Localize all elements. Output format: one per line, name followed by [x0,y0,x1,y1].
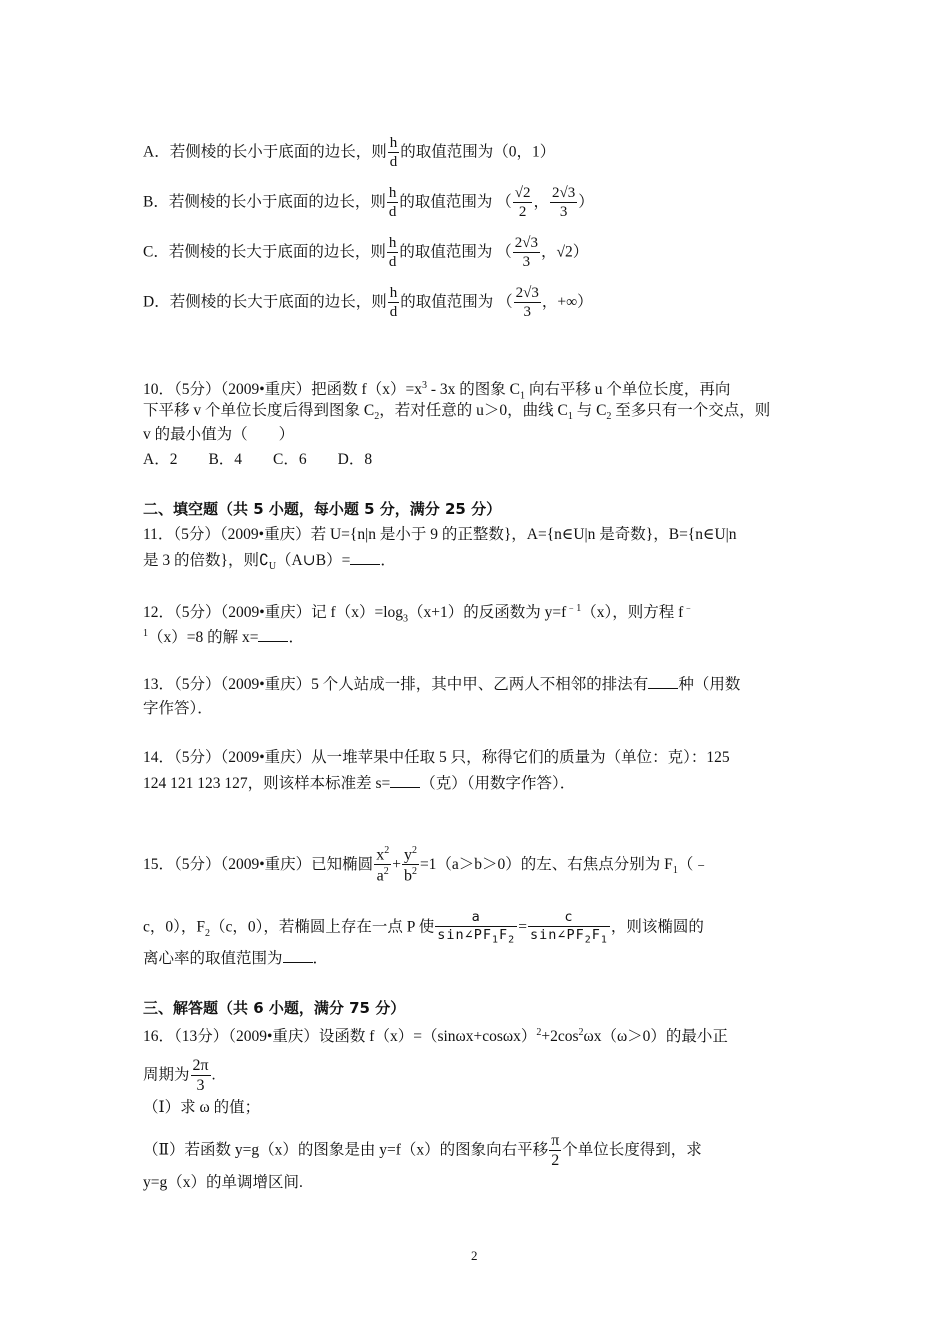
fraction-h-d: $\frac{h}{d}$ [389,285,398,320]
option-c: C．若侧棱的长大于底面的边长，则 $\frac{h}{d}$ 的取值范围为 （ $\frac{2√3}{3}$ ，√2） [143,235,589,270]
answer-blank [648,674,678,689]
answer-blank [258,627,288,642]
q15-line-3: 离心率的取值范围为 ． [143,950,329,967]
answer-blank [283,948,313,963]
answer-blank [390,773,420,788]
q15-line-2: c，0），$F_2(c$，0），若椭圆上存在一点 P 使 $\frac{a}{\sin\angle PF_1F_2}$ = $\frac{c}{\sin\angle PF_2F_1}$ ，则该椭圆的 [143,909,704,946]
fraction-2sqrt3-over-3: $\frac{2√3}{3}$ [515,285,539,320]
fraction-pi-over-2: $\frac{\pi}{2}$ [551,1132,560,1169]
q11-line-2: 是 3 的倍数}，则$∁_U(A\cup B)=$ ． [143,552,396,573]
q10-choices: A．2 B．4 C．6 D．8 [143,451,373,468]
section-heading-solutions: 三、解答题（共 6 小题，满分 75 分） [143,999,406,1017]
q16-part-1: （Ⅰ）求 ω 的值； [143,1099,261,1116]
q16-part-2-continued: y=g（x）的单调增区间. [143,1174,303,1191]
fraction-h-d: $\frac{h}{d}$ [388,185,397,220]
option-b: B．若侧棱的长小于底面的边长，则 $\frac{h}{d}$ 的取值范围为 （ $\frac{√2}{2}$ ， $\frac{2√3}{3}$ ） [143,185,594,220]
fraction-2sqrt3-over-3: $\frac{2√3}{3}$ [514,235,538,270]
q13-line-1: 13．（5分）（2009•重庆）5 个人站成一排，其中甲、乙两人不相邻的排法有 种（用数 [143,676,741,693]
q10-line-2: 下平移 v 个单位长度后得到图象 $C_2$，若对任意的 u＞0，曲线 $C_1$ 与 $C_2$ 至多只有一个交点，则 [143,402,771,423]
q16-line-1: 16．（13分）（2009•重庆）设函数 $f(x)=(\sin\omega x+\cos\omega x)^2+2\cos^2\omega x(\omega>0)$的最小正 [143,1027,728,1046]
option-a: A．若侧棱的长小于底面的边长，则 $\frac{h}{d}$ 的取值范围为（0，1） [143,135,556,170]
q12-line-1: 12．（5分）（2009•重庆）记 $f(x)=\log_3(x+1)$的反函数为 $y=f^{﹣1}(x)$，则方程 f﹣ [143,603,694,625]
q16-line-2: 周期为 $\frac{2\pi}{3}$ . [143,1057,216,1094]
fraction-2sqrt3-over-3: $\frac{2√3}{3}$ [552,185,576,220]
fraction-c-over-sin-pf2f1: $\frac{c}{\sin\angle PF_2F_1}$ [529,909,608,946]
section-heading-fill-in: 二、填空题（共 5 小题，每小题 5 分，满分 25 分） [143,500,502,518]
fraction-sqrt2-over-2: $\frac{√2}{2}$ [514,185,531,220]
fraction-h-d: $\frac{h}{d}$ [388,235,397,270]
q16-part-2: （Ⅱ）若函数 y=g（x）的图象是由 y=f（x）的图象向右平移 $\frac{\pi}{2}$ 个单位长度得到，求 [143,1132,702,1169]
page-number: 2 [471,1248,478,1263]
q14-line-1: 14．（5分）（2009•重庆）从一堆苹果中任取 5 只，称得它们的质量为（单位：克）：125 [143,749,730,766]
option-d: D．若侧棱的长大于底面的边长，则 $\frac{h}{d}$ 的取值范围为 （ $\frac{2√3}{3}$ ，+∞） [143,285,593,320]
q12-line-2: $^1$（x）=8 的解 x= ． [143,628,304,647]
fraction-x2-over-a2: $\frac{x^2}{a^2}$ [376,845,390,885]
fraction-y2-over-b2: $\frac{y^2}{b^2}$ [403,845,417,885]
q10-line-1: 10．（5分）（2009•重庆）把函数 $f(x)=x^3 - 3x$ 的图象 $C_1$ 向右平移 u 个单位长度，再向 [143,380,731,402]
q15-line-1: 15．（5分）（2009•重庆）已知椭圆 $\frac{x^2}{a^2}$ + $\frac{y^2}{b^2}$ =1（a＞b＞0）的左、右焦点分别为 $F_1(﹣$ [143,845,709,885]
fraction-2pi-over-3: $\frac{2\pi}{3}$ [192,1057,209,1094]
fraction-a-over-sin-pf1f2: $\frac{a}{\sin\angle PF_1F_2}$ [437,909,516,946]
q10-line-3: v 的最小值为（ ） [143,426,295,443]
q14-line-2: 124 121 123 127，则该样本标准差 s= （克）（用数字作答）． [143,775,576,792]
answer-blank [350,550,380,565]
fraction-h-d: $\frac{h}{d}$ [389,135,398,170]
q13-line-2: 字作答）． [143,700,213,717]
option-label: A． [143,143,170,161]
q11-line-1: 11．（5分）（2009•重庆）若 U={n|n 是小于 9 的正整数}，A={n∈U|n 是奇数}，B={n∈U|n [143,526,737,543]
